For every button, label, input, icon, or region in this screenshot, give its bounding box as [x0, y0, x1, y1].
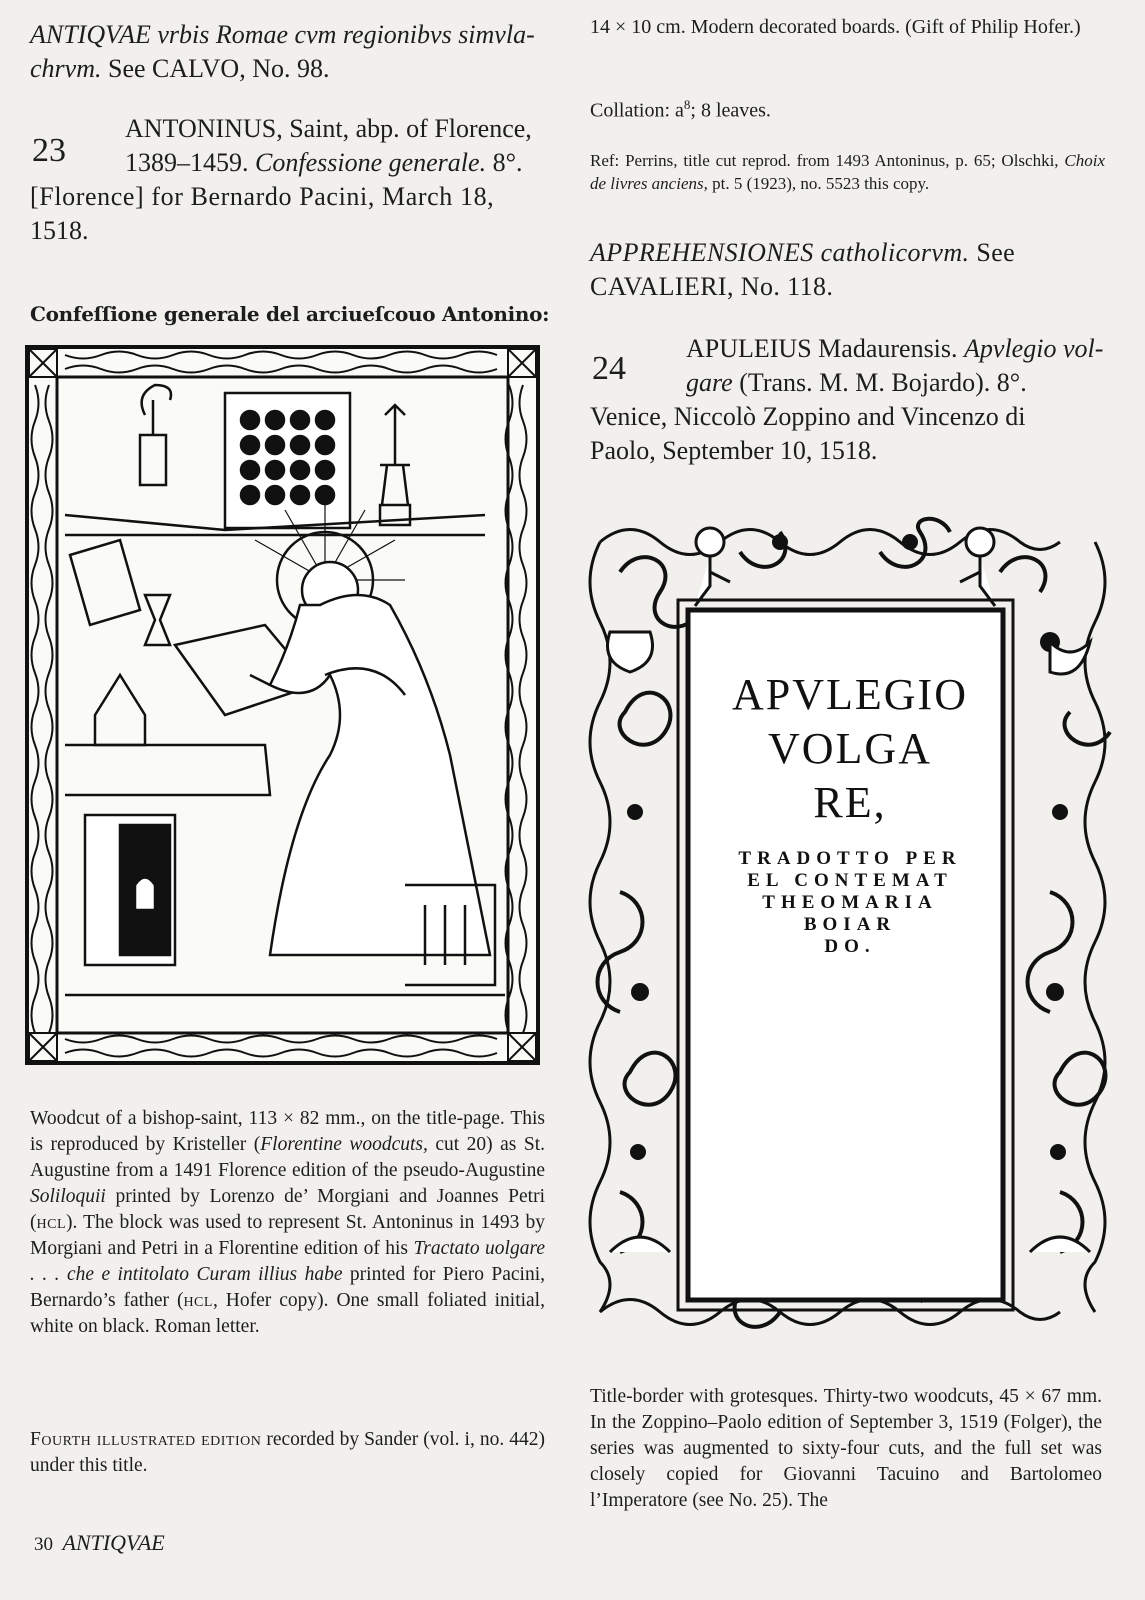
entry-23-description: Woodcut of a bishop-saint, 113 × 82 mm., on the title-page. This is reproduced by Kristeller (Florentine woodcuts, cut 20) as St. Augustine from a 1491 Florence edition of the pseudo-Augustine Soliloquii printed by Lorenzo de’ Morgiani and Joannes Petri (hcl). The block was used to represent St. Antoninus in 1493 by Morgiani and Petri in a Florentine edition of his Tractato uolgare . . . che e intitolato Curam illius habe printed for Piero Pacini, Bernardo’s father (hcl, Hofer copy). One small foliated initial, white on black. Roman letter. [30, 1108, 546, 1337]
cross-reference-apprehensiones [590, 236, 1110, 304]
page-number: 30 [34, 1534, 53, 1555]
edition-note: Fourth illustrated edition recorded by Sander (vol. i, no. 442) under this title. [30, 1429, 545, 1476]
running-head: ANTIQVAE [62, 1530, 165, 1555]
entry-23-line3: [Florence] for Bernardo Pacini, March 18, [30, 182, 495, 211]
entry-24-title: Apvlegio vol- [964, 334, 1104, 363]
title-line-3: RE, [813, 778, 887, 827]
entry-24-line1: APULEIUS Madaurensis. Apvlegio vol- [686, 334, 1104, 363]
subtitle-line-4: BOIAR [803, 914, 897, 935]
entry-24 [590, 332, 1112, 468]
xref-antiqvae-see: See CALVO, No. 98. [101, 54, 330, 83]
subtitle-line-5: DO. [824, 936, 876, 957]
entry-24-line2: gare (Trans. M. M. Bojardo). 8°. [686, 368, 1027, 397]
collation: Collation: $a^8$; 8 leaves. [590, 97, 771, 122]
entry-24-line4: Paolo, September 10, 1518. [590, 436, 878, 465]
entry-23-line4: 1518. [30, 216, 89, 245]
woodcut-caption: Confeſſione generale del arciueſcouo Antonino: [30, 302, 550, 326]
entry-number: 23 [32, 132, 66, 169]
entry-23-line2: 1389–1459. Confessione generale. 8°. [125, 148, 523, 177]
title-line-1: APVLEGIO [732, 670, 968, 719]
xref-apprehensiones-title: APPREHENSIONES catholicorvm. [590, 238, 970, 267]
cross-reference-antiqvae [30, 18, 550, 86]
entry-23 [30, 112, 550, 248]
references: Ref: Perrins, title cut reprod. from 1493 Antoninus, p. 65; Olschki, Choix de livres anciens, pt. 5 (1923), no. 5523 this copy. [590, 151, 1105, 193]
title-page-text [690, 668, 1010, 958]
subtitle-line-1: TRADOTTO PER [738, 848, 962, 869]
entry-23-title: Confessione generale. [255, 148, 487, 177]
title-line-2: VOLGA [768, 724, 932, 773]
page-footer [34, 1530, 165, 1556]
xref-antiqvae-title: ANTIQVAE vrbis Romae cvm regionibvs simvla-chrvm. [30, 20, 535, 83]
entry-24-line3: Venice, Niccolò Zoppino and Vincenzo di [590, 402, 1026, 431]
entry-24-description: Title-border with grotesques. Thirty-two woodcuts, 45 × 67 mm. In the Zoppino–Paolo edition of September 3, 1519 (Folger), the series was augmented to sixty-four cuts, and the full set was closely copied for Giovanni Tacuino and Bartolomeo l’Imperatore (see No. 25). The [590, 1386, 1102, 1511]
binding-note: 14 × 10 cm. Modern decorated boards. (Gift of Philip Hofer.) [590, 16, 1081, 38]
entry-23-line1: ANTONINUS, Saint, abp. of Florence, [125, 114, 532, 143]
woodcut-bishop-saint-image [25, 345, 540, 1065]
subtitle-line-2: EL CONTEMAT [747, 870, 953, 891]
entry-number: 24 [592, 350, 626, 387]
xref-apprehensiones-see: See CAVALIERI, No. 118. [590, 238, 1016, 301]
subtitle-line-3: THEOMARIA [762, 892, 938, 913]
